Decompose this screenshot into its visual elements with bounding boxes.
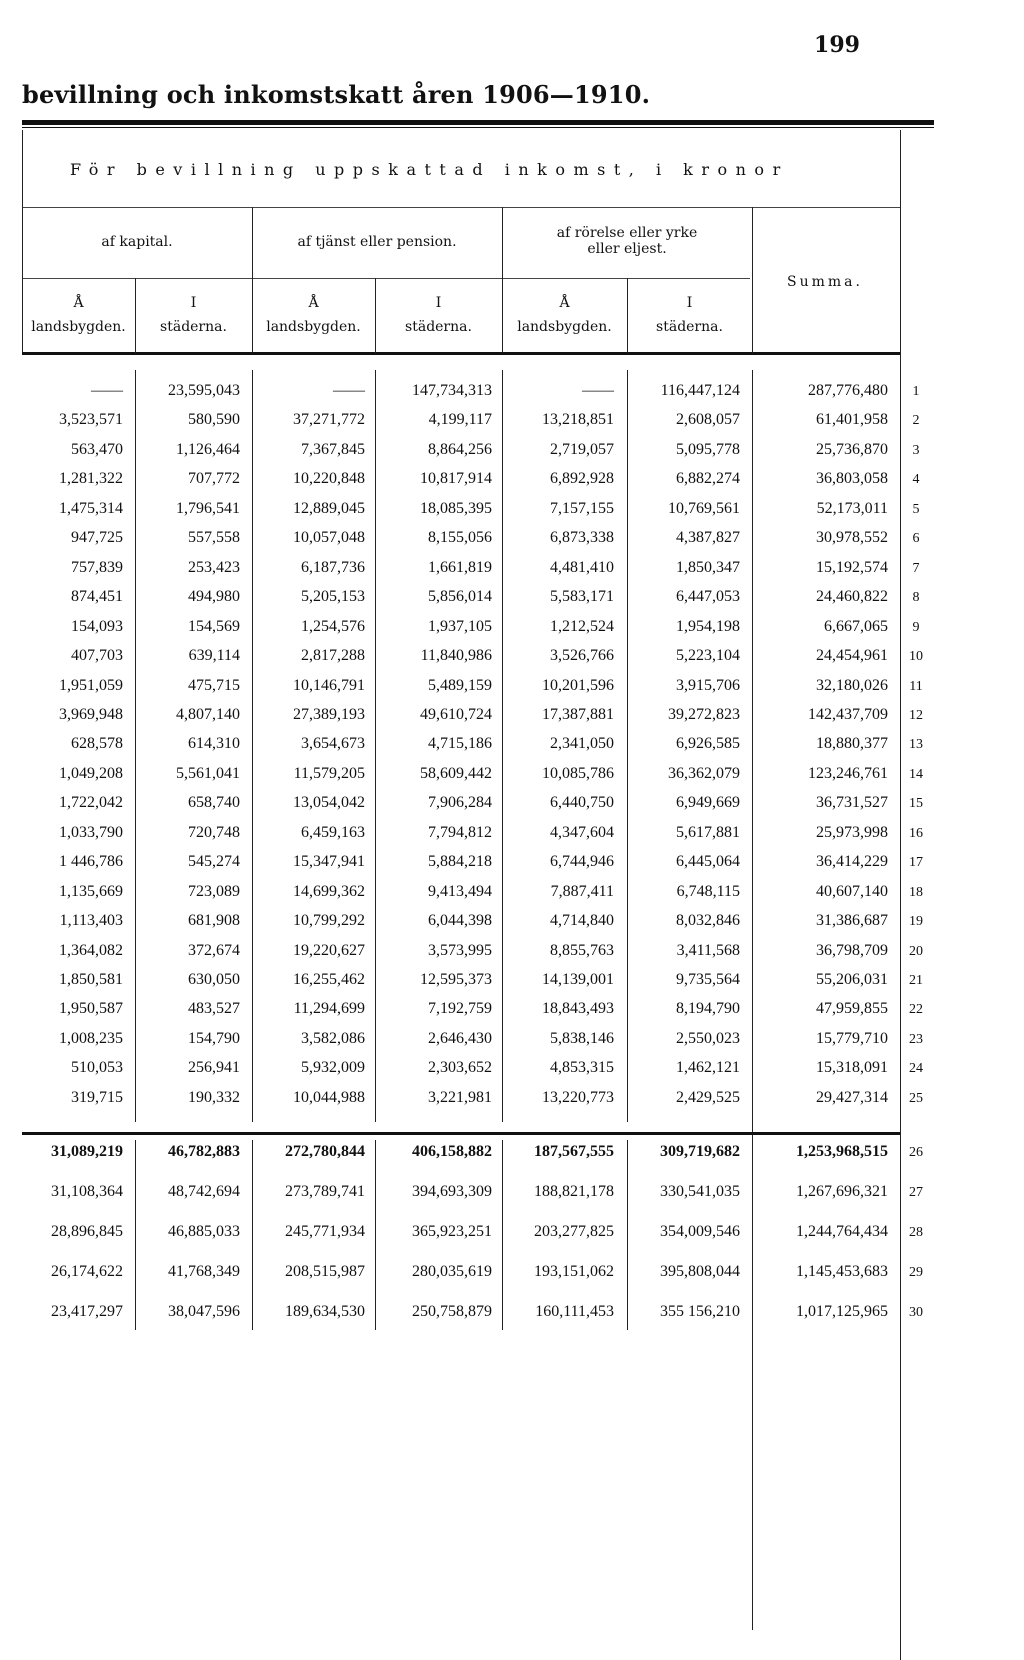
total-cell: 309,719,682 (660, 1143, 740, 1160)
table-cell: 2,550,023 (676, 1029, 740, 1047)
table-cell: 947,725 (71, 529, 123, 547)
table-cell: 6,892,928 (550, 470, 614, 488)
table-cell: 5,932,009 (301, 1059, 365, 1077)
table-cell: 4,715,186 (428, 735, 492, 753)
row-number: 28 (909, 1225, 923, 1240)
table-cell: 256,941 (188, 1059, 240, 1077)
table-cell: 874,451 (71, 588, 123, 606)
table-cell: 10,220,848 (293, 470, 365, 488)
total-cell: 365,923,251 (412, 1223, 492, 1240)
total-cell: 394,693,309 (412, 1183, 492, 1200)
header-main: För bevillning uppskattad inkomst, i kronor (70, 160, 789, 179)
table-cell: 720,748 (188, 823, 240, 841)
row-number: 4 (912, 472, 920, 488)
totals-rule (22, 1132, 900, 1135)
table-cell: 9,735,564 (676, 971, 740, 988)
subheader-label: landsbygden. (517, 319, 612, 335)
table-cell: 36,731,527 (816, 794, 888, 812)
table-cell: 1 446,786 (59, 853, 123, 871)
table-cell: 1,850,581 (59, 971, 123, 988)
rownum-left-line (900, 370, 901, 1630)
subheader-prefix: Å (73, 295, 84, 311)
header-group-divider (752, 207, 753, 353)
table-cell: 545,274 (188, 853, 240, 871)
row-number: 7 (912, 560, 920, 576)
table-cell: 475,715 (188, 676, 240, 694)
table-cell: —— (91, 382, 123, 399)
table-cell: 29,427,314 (816, 1088, 888, 1106)
table-cell: 142,437,709 (808, 705, 888, 723)
table-cell: 15,192,574 (816, 558, 888, 576)
table-cell: 154,093 (71, 617, 123, 635)
table-cell: 757,839 (71, 558, 123, 576)
table-cell: 4,387,827 (676, 529, 740, 547)
total-cell: 188,821,178 (534, 1183, 614, 1200)
row-number: 1 (912, 384, 920, 399)
table-cell: 4,347,604 (550, 823, 614, 841)
table-cell: 36,798,709 (816, 941, 888, 959)
table-cell: 3,411,568 (676, 941, 740, 959)
header-subcolumn (375, 294, 502, 336)
table-cell: 4,807,140 (176, 705, 240, 723)
row-number: 26 (909, 1145, 923, 1160)
table-cell: 6,667,065 (824, 617, 888, 635)
table-cell: 7,906,284 (428, 794, 492, 812)
table-cell: 24,454,961 (816, 647, 888, 665)
subheader-prefix: I (686, 295, 693, 311)
table-cell: 15,347,941 (293, 853, 365, 871)
table-cell: 8,855,763 (550, 941, 614, 959)
total-cell: 203,277,825 (534, 1223, 614, 1240)
table-cell: 407,703 (71, 647, 123, 665)
table-cell: 1,126,464 (176, 440, 240, 458)
table-cell: 4,199,117 (428, 411, 492, 429)
total-cell: 31,108,364 (51, 1183, 123, 1200)
table-cell: 3,221,981 (428, 1088, 492, 1106)
total-cell: 1,267,696,321 (796, 1183, 888, 1200)
table-cell: 4,481,410 (550, 558, 614, 576)
row-number: 9 (912, 619, 920, 635)
header-subcolumn (135, 294, 252, 336)
row-number: 27 (909, 1185, 923, 1200)
table-cell: 7,192,759 (428, 1000, 492, 1018)
subheader-prefix: I (190, 295, 197, 311)
table-cell: 12,595,373 (420, 971, 492, 988)
header-sub-line (22, 278, 750, 279)
table-cell: 36,414,229 (816, 853, 888, 871)
table-cell: 2,817,288 (301, 647, 365, 665)
row-number: 23 (909, 1031, 923, 1047)
total-cell: 38,047,596 (168, 1303, 240, 1320)
header-group-line (22, 207, 900, 208)
row-number: 6 (912, 531, 920, 547)
top-rule-thin (22, 127, 934, 128)
table-cell: 658,740 (188, 794, 240, 812)
top-rule (22, 120, 934, 125)
total-cell: 272,780,844 (285, 1143, 365, 1160)
table-cell: 253,423 (188, 558, 240, 576)
table-cell: 36,803,058 (816, 470, 888, 488)
table-cell: 6,459,163 (301, 823, 365, 841)
row-number: 21 (909, 973, 923, 988)
row-number: 16 (909, 825, 923, 841)
table-cell: 3,523,571 (59, 411, 123, 429)
running-title: bevillning och inkomstskatt åren 1906—1910. (22, 80, 651, 109)
row-number: 24 (909, 1061, 923, 1077)
table-cell: 1,462,121 (676, 1059, 740, 1077)
table-cell: 2,608,057 (676, 411, 740, 429)
table-cell: 32,180,026 (816, 676, 888, 694)
total-cell: 189,634,530 (285, 1303, 365, 1320)
header-group-label: af rörelse eller yrke eller eljest. (556, 225, 698, 257)
subheader-label: städerna. (656, 319, 723, 335)
table-cell: 1,281,322 (59, 470, 123, 488)
total-cell: 187,567,555 (534, 1143, 614, 1160)
table-cell: 483,527 (188, 1000, 240, 1018)
table-cell: 557,558 (188, 529, 240, 547)
table-cell: 10,769,561 (668, 499, 740, 517)
table-cell: 52,173,011 (816, 499, 888, 517)
row-number: 18 (909, 884, 923, 900)
table-cell: 5,489,159 (428, 676, 492, 694)
table-cell: 7,367,845 (301, 440, 365, 458)
table-cell: 8,194,790 (676, 1000, 740, 1018)
table-cell: 6,044,398 (428, 912, 492, 930)
row-number: 12 (909, 707, 923, 723)
table-cell: 6,440,750 (550, 794, 614, 812)
table-cell: 14,139,001 (542, 971, 614, 988)
subheader-label: landsbygden. (31, 319, 126, 335)
table-cell: 4,853,315 (550, 1059, 614, 1077)
table-cell: 723,089 (188, 882, 240, 900)
total-cell: 46,885,033 (168, 1223, 240, 1240)
table-cell: 1,661,819 (428, 558, 492, 576)
table-cell: 9,413,494 (428, 882, 492, 900)
table-cell: 147,734,313 (412, 382, 492, 399)
table-cell: 40,607,140 (816, 882, 888, 900)
table-cell: 190,332 (188, 1088, 240, 1106)
table-cell: 681,908 (188, 912, 240, 930)
table-cell: 628,578 (71, 735, 123, 753)
table-cell: 563,470 (71, 440, 123, 458)
row-number: 25 (909, 1090, 923, 1106)
total-cell: 1,244,764,434 (796, 1223, 888, 1240)
total-cell: 160,111,453 (535, 1303, 614, 1320)
total-cell: 280,035,619 (412, 1263, 492, 1280)
header-subcolumn (627, 294, 752, 336)
total-cell: 250,758,879 (412, 1303, 492, 1320)
row-number: 22 (909, 1002, 923, 1018)
table-cell: 3,969,948 (59, 705, 123, 723)
table-cell: 4,714,840 (550, 912, 614, 930)
total-cell: 1,017,125,965 (796, 1303, 888, 1320)
table-cell: 13,054,042 (293, 794, 365, 812)
table-cell: 31,386,687 (816, 912, 888, 930)
table-cell: 25,736,870 (816, 440, 888, 458)
row-number: 17 (909, 855, 923, 871)
table-cell: 15,779,710 (816, 1029, 888, 1047)
table-cell: 55,206,031 (816, 971, 888, 988)
table-cell: 1,364,082 (59, 941, 123, 959)
table-cell: 10,201,596 (542, 676, 614, 694)
table-cell: 18,880,377 (816, 735, 888, 753)
row-number: 20 (909, 943, 923, 959)
total-cell: 1,253,968,515 (796, 1143, 888, 1160)
row-number: 5 (912, 501, 920, 517)
table-cell: 1,954,198 (676, 617, 740, 635)
table-cell: 1,212,524 (550, 617, 614, 635)
row-number: 3 (912, 442, 920, 458)
table-cell: 6,744,946 (550, 853, 614, 871)
subheader-label: landsbygden. (266, 319, 361, 335)
total-cell: 46,782,883 (168, 1143, 240, 1160)
table-cell: 11,579,205 (293, 764, 365, 782)
subheader-prefix: Å (308, 295, 319, 311)
table-cell: 3,915,706 (676, 676, 740, 694)
table-cell: 1,049,208 (59, 764, 123, 782)
table-cell: 7,794,812 (428, 823, 492, 841)
table-cell: 47,959,855 (816, 1000, 888, 1018)
table-cell: 1,950,587 (59, 1000, 123, 1018)
total-cell: 354,009,546 (660, 1223, 740, 1240)
table-cell: 11,294,699 (293, 1000, 365, 1018)
row-number: 8 (912, 590, 920, 606)
table-cell: 16,255,462 (293, 971, 365, 988)
table-cell: 6,882,274 (676, 470, 740, 488)
total-cell: 395,808,044 (660, 1263, 740, 1280)
row-number: 10 (909, 649, 923, 665)
total-cell: 41,768,349 (168, 1263, 240, 1280)
table-cell: 154,569 (188, 617, 240, 635)
table-cell: 614,310 (188, 735, 240, 753)
table-cell: 8,155,056 (428, 529, 492, 547)
table-cell: 5,838,146 (550, 1029, 614, 1047)
total-cell: 355 156,210 (660, 1303, 740, 1320)
table-cell: 19,220,627 (293, 941, 365, 959)
table-cell: 8,864,256 (428, 440, 492, 458)
table-cell: 6,949,669 (676, 794, 740, 812)
table-cell: 13,220,773 (542, 1088, 614, 1106)
table-cell: 6,447,053 (676, 588, 740, 606)
table-cell: 58,609,442 (420, 764, 492, 782)
table-cell: 10,817,914 (420, 470, 492, 488)
table-cell: 510,053 (71, 1059, 123, 1077)
row-number: 2 (912, 413, 920, 429)
header-group-label: af tjänst eller pension. (297, 234, 457, 250)
table-cell: 3,654,673 (301, 735, 365, 753)
table-cell: 30,978,552 (816, 529, 888, 547)
table-cell: 6,926,585 (676, 735, 740, 753)
table-cell: 5,583,171 (550, 588, 614, 606)
table-cell: 6,873,338 (550, 529, 614, 547)
column-divider (375, 1140, 376, 1330)
total-cell: 1,145,453,683 (796, 1263, 888, 1280)
table-cell: 1,722,042 (59, 794, 123, 812)
column-divider (752, 1140, 753, 1330)
total-cell: 23,417,297 (51, 1303, 123, 1320)
header-group-label: af kapital. (101, 234, 173, 250)
header-bottom-rule (22, 352, 900, 355)
row-number: 30 (909, 1305, 923, 1320)
table-cell: 27,389,193 (293, 705, 365, 723)
table-cell: 319,715 (71, 1088, 123, 1106)
table-cell: 639,114 (188, 647, 240, 665)
table-cell: 287,776,480 (808, 382, 888, 399)
table-cell: 2,646,430 (428, 1029, 492, 1047)
table-cell: 707,772 (188, 470, 240, 488)
table-cell: 6,187,736 (301, 558, 365, 576)
table-cell: 5,205,153 (301, 588, 365, 606)
header-subcolumn (502, 294, 627, 336)
total-cell: 208,515,987 (285, 1263, 365, 1280)
table-cell: 8,032,846 (676, 912, 740, 930)
table-cell: 1,951,059 (59, 676, 123, 694)
table-cell: 11,840,986 (420, 647, 492, 665)
page-number: 199 (814, 32, 860, 58)
row-number: 19 (909, 914, 923, 930)
table-cell: 2,303,652 (428, 1059, 492, 1077)
table-cell: 7,157,155 (550, 499, 614, 517)
table-cell: 630,050 (188, 971, 240, 988)
table-cell: 10,057,048 (293, 529, 365, 547)
table-cell: 116,447,124 (660, 382, 740, 399)
column-divider (135, 1140, 136, 1330)
table-cell: 39,272,823 (668, 705, 740, 723)
table-cell: 1,254,576 (301, 617, 365, 635)
header-summa: Summa. (787, 274, 863, 290)
table-cell: 6,748,115 (676, 882, 740, 900)
table-cell: 580,590 (188, 411, 240, 429)
total-cell: 193,151,062 (534, 1263, 614, 1280)
table-cell: 36,362,079 (668, 764, 740, 782)
table-cell: 18,085,395 (420, 499, 492, 517)
table-cell: 1,475,314 (59, 499, 123, 517)
table-cell: 372,674 (188, 941, 240, 959)
table-cell: 23,595,043 (168, 382, 240, 399)
table-cell: 5,095,778 (676, 440, 740, 458)
column-divider (627, 1140, 628, 1330)
table-cell: —— (582, 382, 614, 399)
subheader-prefix: Å (559, 295, 570, 311)
table-cell: 10,085,786 (542, 764, 614, 782)
table-cell: 154,790 (188, 1029, 240, 1047)
table-cell: 6,445,064 (676, 853, 740, 871)
subheader-label: städerna. (405, 319, 472, 335)
table-cell: 37,271,772 (293, 411, 365, 429)
row-number: 29 (909, 1265, 923, 1280)
table-cell: 61,401,958 (816, 411, 888, 429)
table-cell: 5,884,218 (428, 853, 492, 871)
header-subcolumn (252, 294, 375, 336)
table-cell: 1,850,347 (676, 558, 740, 576)
table-cell: 123,246,761 (808, 764, 888, 782)
table-cell: 3,526,766 (550, 647, 614, 665)
table-cell: 12,889,045 (293, 499, 365, 517)
table-cell: 5,856,014 (428, 588, 492, 606)
table-cell: 1,008,235 (59, 1029, 123, 1047)
table-cell: 24,460,822 (816, 588, 888, 606)
table-cell: 1,135,669 (59, 882, 123, 900)
table-cell: 7,887,411 (550, 882, 614, 900)
column-divider (502, 1140, 503, 1330)
row-number: 11 (909, 678, 923, 694)
table-cell: 5,223,104 (676, 647, 740, 665)
total-cell: 330,541,035 (660, 1183, 740, 1200)
total-cell: 406,158,882 (412, 1143, 492, 1160)
table-cell: 10,044,988 (293, 1088, 365, 1106)
header-subcolumn (22, 294, 135, 336)
table-cell: 2,429,525 (676, 1088, 740, 1106)
row-number: 13 (909, 737, 923, 753)
table-cell: 15,318,091 (816, 1059, 888, 1077)
table-cell: 1,796,541 (176, 499, 240, 517)
row-number: 14 (909, 766, 923, 782)
table-cell: 17,387,881 (542, 705, 614, 723)
table-cell: 18,843,493 (542, 1000, 614, 1018)
table-cell: 1,937,105 (428, 617, 492, 635)
table-cell: 5,617,881 (676, 823, 740, 841)
table-cell: 2,341,050 (550, 735, 614, 753)
table-cell: 10,146,791 (293, 676, 365, 694)
table-cell: 3,573,995 (428, 941, 492, 959)
subheader-prefix: I (435, 295, 442, 311)
total-cell: 28,896,845 (51, 1223, 123, 1240)
subheader-label: städerna. (160, 319, 227, 335)
table-cell: 25,973,998 (816, 823, 888, 841)
table-cell: —— (333, 382, 365, 399)
column-divider (252, 1140, 253, 1330)
table-cell: 2,719,057 (550, 440, 614, 458)
table-cell: 10,799,292 (293, 912, 365, 930)
table-cell: 494,980 (188, 588, 240, 606)
table-cell: 14,699,362 (293, 882, 365, 900)
total-cell: 26,174,622 (51, 1263, 123, 1280)
total-cell: 31,089,219 (51, 1143, 123, 1160)
table-cell: 5,561,041 (176, 764, 240, 782)
total-cell: 48,742,694 (168, 1183, 240, 1200)
row-number: 15 (909, 796, 923, 812)
table-cell: 1,033,790 (59, 823, 123, 841)
table-cell: 49,610,724 (420, 705, 492, 723)
total-cell: 273,789,741 (285, 1183, 365, 1200)
total-cell: 245,771,934 (285, 1223, 365, 1240)
table-cell: 3,582,086 (301, 1029, 365, 1047)
table-cell: 1,113,403 (59, 912, 123, 930)
table-cell: 13,218,851 (542, 411, 614, 429)
